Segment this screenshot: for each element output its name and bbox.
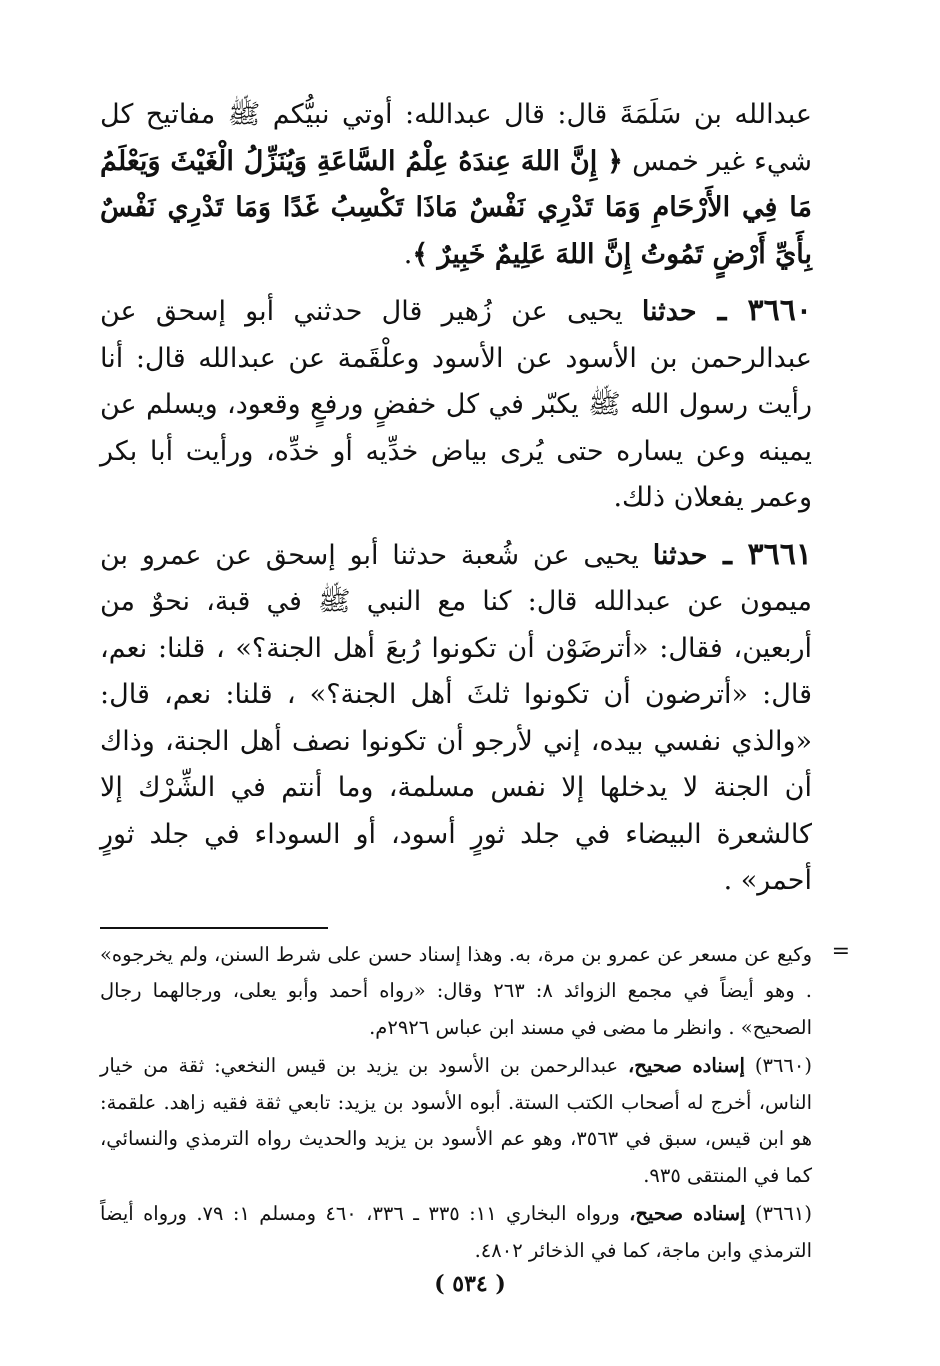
- footnotes: [100, 937, 850, 1270]
- footnote-continuation: وكيع عن مسعر عن عمرو بن مرة، به. وهذا إسناد حسن على شرط السنن، ولم يخرجوه» . وهو أيضاً في مجمع الزوائد ٨: ٢٦٣ وقال: «رواه أحمد وأبو يعلى، ورجالهما رجال الصحيح» . وانظر ما مضى في مسند ابن عباس ٢٩٢٦م.: [100, 942, 813, 1039]
- page-number: ( ٥٣٤ ): [434, 1271, 506, 1297]
- footnote-ref: (٣٦٦٠): [744, 1054, 812, 1077]
- hadith-number: ٣٦٦١: [747, 536, 812, 572]
- footnote-3661: [100, 1196, 812, 1269]
- footnote-grade: إسناده صحيح،: [628, 1054, 745, 1077]
- hadith-3661: [100, 532, 812, 905]
- hadith-lead: حدثنا: [652, 539, 708, 571]
- footnote-text: ورواه البخاري ١١: ٣٣٥ ـ ٣٣٦، ٤٦٠ ومسلم ١: ٧٩. ورواه أيضاً الترمذي وابن ماجة، كما في الذخائر ٤٨٠٢.: [100, 1202, 812, 1262]
- footnote-text: عبدالرحمن بن الأسود بن يزيد بن قيس النخعي: ثقة من خيار الناس، أخرج له أصحاب الكتب الستة. أبوه الأسود بن يزيد: تابعي ثقة فقيه زاهد. علقمة: هو ابن قيس، سبق في ٣٥٦٣، وهو عم الأسود بن يزيد والحديث رواه الترمذي والنسائي، كما في المنتقى ٩٣٥.: [100, 1054, 812, 1187]
- footnote-grade: إسناده صحيح،: [629, 1202, 746, 1225]
- hadith-text: يحيى عن زُهير قال حدثني أبو إسحق عن عبدالرحمن بن الأسود عن الأسود وعلْقَمة عن عبدالله قال: أنا رأيت رسول الله ﷺ يكبّر في كل خفضٍ ورفعٍ وقعود، ويسلم عن يمينه وعن يساره حتى يُرى بياض خدِّيه أو خدِّه، ورأيت أبا بكر وعمر يفعلان ذلك.: [100, 296, 812, 513]
- hadith-lead: حدثنا: [641, 296, 697, 327]
- hadith-dash: ـ: [696, 293, 748, 328]
- continuation-mark: =: [831, 938, 850, 964]
- main-text: [100, 92, 812, 905]
- hadith-number: ٣٦٦٠: [747, 293, 812, 328]
- hadith-text: يحيى عن شُعبة حدثنا أبو إسحق عن عمرو بن ميمون عن عبدالله قال: كنا مع النبي ﷺ في قبة، نحوٌ من أربعين، فقال: «أترضَوْن أن تكونوا رُبعَ أهل الجنة؟» ، قلنا: نعم، قال: «أترضون أن تكونوا ثلثَ أهل الجنة؟» ، قلنا: نعم، قال: «والذي نفسي بيده، إني لأرجو أن تكونوا نصف أهل الجنة، وذاك أن الجنة لا يدخلها إلا نفس مسلمة، وما أنتم في الشِّرْك إلا كالشعرة البيضاء في جلد ثورٍ أسود، أو السوداء في جلد ثورٍ أحمر» .: [100, 539, 812, 896]
- hadith-3660: [100, 288, 812, 522]
- footnote-divider: [100, 927, 328, 929]
- paragraph-end: .: [403, 238, 413, 270]
- footnote-3660: [100, 1048, 812, 1194]
- paragraph-text: عبدالله بن سَلَمَةَ قال: قال عبدالله: أوتي نبيُّكم ﷺ مفاتيح كل شيء غير خمس: [100, 99, 812, 177]
- quran-verse: ﴿ إِنَّ اللهَ عِندَهُ عِلْمُ السَّاعَةِ وَيُنَزِّلُ الْغَيْثَ وَيَعْلَمُ مَا فِي الأَرْحَامِ وَمَا تَدْرِي نَفْسٌ مَاذَا تَكْسِبُ غَدًا وَمَا تَدْرِي نَفْسٌ بِأَيِّ أَرْضٍ تَمُوتُ إِنَّ اللهَ عَلِيمٌ خَبِيرٌ ﴾: [100, 145, 812, 270]
- footnote-ref: (٣٦٦١): [745, 1202, 812, 1225]
- paragraph-continuation: [100, 92, 812, 278]
- hadith-dash: ـ: [707, 536, 748, 572]
- page-body: [100, 92, 850, 1269]
